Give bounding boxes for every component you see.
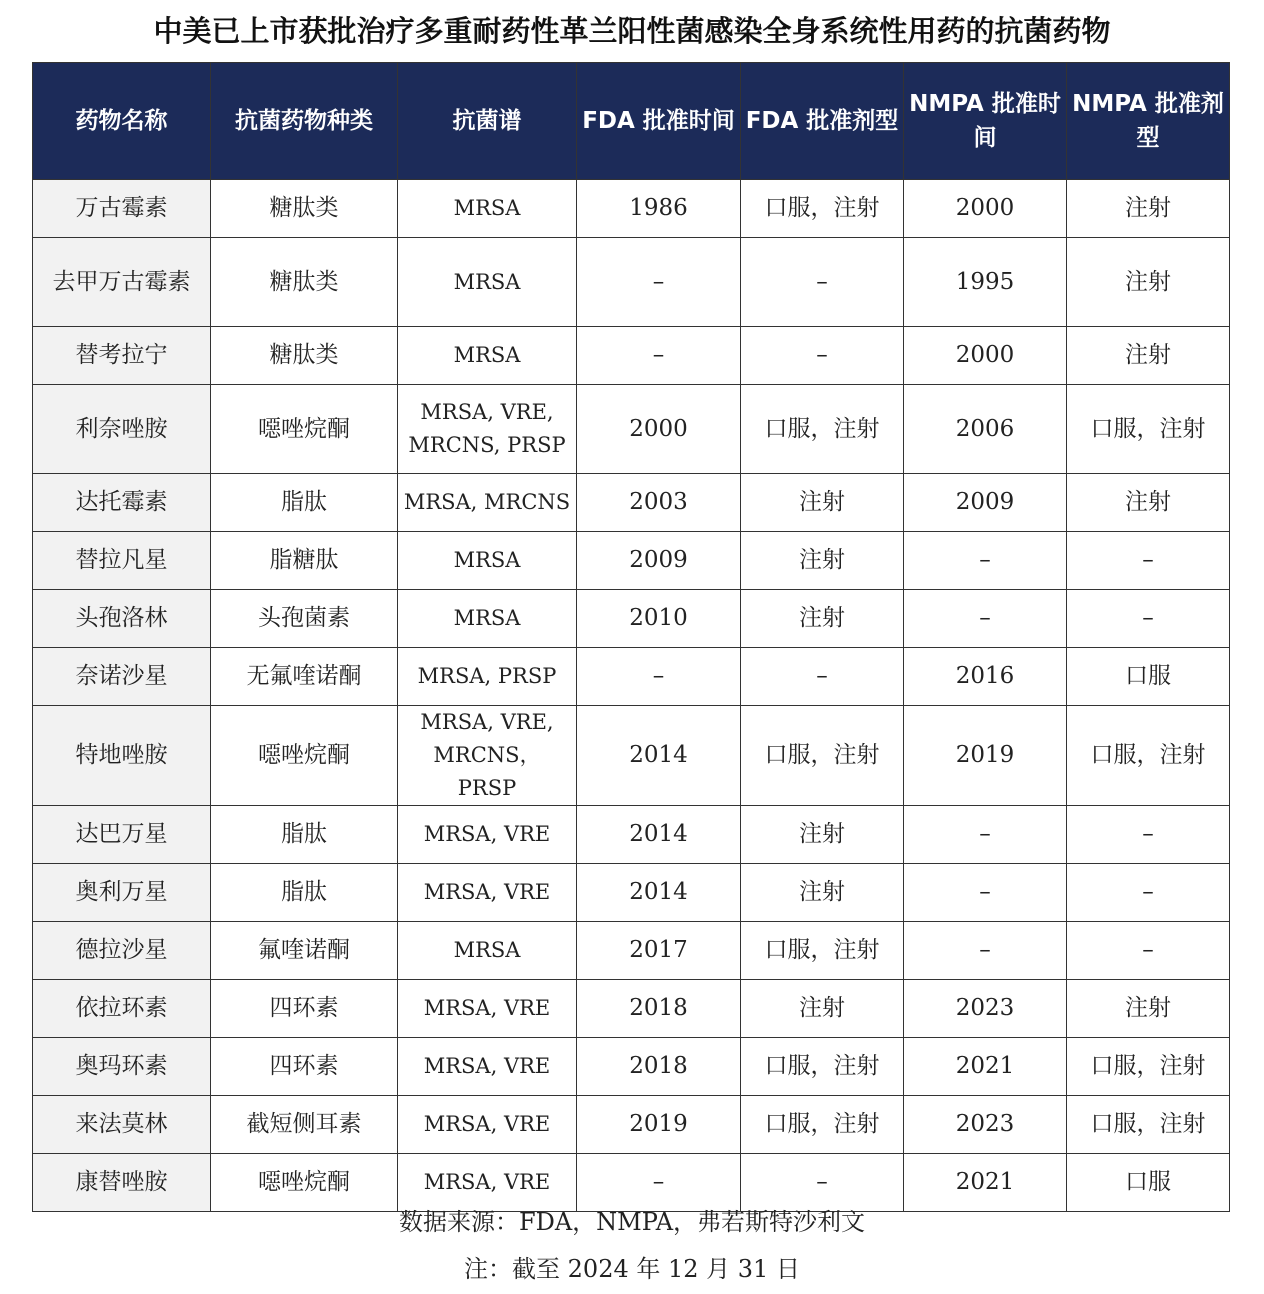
nmpa-form-cell: – (1067, 864, 1230, 922)
nmpa-year-cell: 2023 (904, 1096, 1067, 1154)
nmpa-year-cell: 2000 (904, 180, 1067, 238)
nmpa-form-cell: 注射 (1067, 180, 1230, 238)
drug-class-cell: 糖肽类 (211, 180, 398, 238)
table-row (33, 980, 1230, 1038)
nmpa-year-cell: – (904, 532, 1067, 590)
data-source-note: 数据来源：FDA，NMPA，弗若斯特沙利文 (398, 1208, 866, 1236)
fda-year-cell: – (577, 327, 741, 385)
drug-class-cell: 脂肽 (211, 806, 398, 864)
nmpa-year-cell: 2021 (904, 1154, 1067, 1212)
nmpa-year-cell: 2000 (904, 327, 1067, 385)
header-spectrum: 抗菌谱 (398, 63, 577, 180)
drug-class-cell: 四环素 (211, 980, 398, 1038)
drug-name-cell: 来法莫林 (33, 1096, 211, 1154)
fda-year-cell: 2017 (577, 922, 741, 980)
drug-class-cell: 无氟喹诺酮 (211, 648, 398, 706)
table-row (33, 180, 1230, 238)
drug-table (32, 62, 1230, 1212)
fda-form-cell: 注射 (741, 532, 904, 590)
drug-name-cell: 替拉凡星 (33, 532, 211, 590)
drug-class-cell: 糖肽类 (211, 238, 398, 327)
table-row (33, 648, 1230, 706)
table-row (33, 532, 1230, 590)
nmpa-form-cell: 注射 (1067, 474, 1230, 532)
table-row (33, 1154, 1230, 1212)
nmpa-year-cell: – (904, 922, 1067, 980)
nmpa-form-cell: 口服，注射 (1067, 706, 1230, 806)
fda-form-cell: 注射 (741, 980, 904, 1038)
fda-year-cell: 1986 (577, 180, 741, 238)
nmpa-year-cell: 2021 (904, 1038, 1067, 1096)
drug-name-cell: 头孢洛林 (33, 590, 211, 648)
table-title: 中美已上市获批治疗多重耐药性革兰阳性菌感染全身系统性用药的抗菌药物 (153, 14, 1111, 48)
table-row (33, 474, 1230, 532)
fda-form-cell: – (741, 238, 904, 327)
nmpa-year-cell: 1995 (904, 238, 1067, 327)
spectrum-cell: MRSA, PRSP (398, 648, 577, 706)
drug-class-cell: 噁唑烷酮 (211, 385, 398, 474)
nmpa-year-cell: 2023 (904, 980, 1067, 1038)
drug-name-cell: 奥利万星 (33, 864, 211, 922)
drug-name-cell: 达巴万星 (33, 806, 211, 864)
nmpa-form-cell: – (1067, 806, 1230, 864)
drug-name-cell: 特地唑胺 (33, 706, 211, 806)
nmpa-form-cell: – (1067, 590, 1230, 648)
fda-form-cell: 口服，注射 (741, 1038, 904, 1096)
drug-name-cell: 依拉环素 (33, 980, 211, 1038)
spectrum-cell: MRSA, MRCNS (398, 474, 577, 532)
header-fda-dosage-form: FDA 批准剂型 (741, 63, 904, 180)
spectrum-cell: MRSA (398, 590, 577, 648)
nmpa-year-cell: – (904, 864, 1067, 922)
fda-year-cell: – (577, 238, 741, 327)
header-drug-class: 抗菌药物种类 (211, 63, 398, 180)
table-row (33, 327, 1230, 385)
drug-class-cell: 脂肽 (211, 864, 398, 922)
table-row (33, 238, 1230, 327)
fda-year-cell: 2018 (577, 980, 741, 1038)
fda-year-cell: 2003 (577, 474, 741, 532)
header-nmpa-dosage-form: NMPA 批准剂型 (1067, 63, 1230, 180)
drug-name-cell: 万古霉素 (33, 180, 211, 238)
spectrum-cell: MRSA, VRE, MRCNS， PRSP (398, 706, 577, 806)
nmpa-year-cell: 2006 (904, 385, 1067, 474)
fda-form-cell: – (741, 648, 904, 706)
fda-form-cell: – (741, 327, 904, 385)
drug-name-cell: 替考拉宁 (33, 327, 211, 385)
table-row (33, 706, 1230, 806)
fda-form-cell: 注射 (741, 806, 904, 864)
nmpa-form-cell: 口服，注射 (1067, 1038, 1230, 1096)
nmpa-form-cell: 口服 (1067, 648, 1230, 706)
nmpa-year-cell: – (904, 806, 1067, 864)
fda-form-cell: 口服，注射 (741, 706, 904, 806)
drug-class-cell: 氟喹诺酮 (211, 922, 398, 980)
nmpa-form-cell: – (1067, 922, 1230, 980)
spectrum-cell: MRSA (398, 180, 577, 238)
nmpa-year-cell: 2009 (904, 474, 1067, 532)
drug-name-cell: 去甲万古霉素 (33, 238, 211, 327)
fda-form-cell: 口服，注射 (741, 385, 904, 474)
spectrum-cell: MRSA, VRE (398, 1038, 577, 1096)
header-drug-name: 药物名称 (33, 63, 211, 180)
table-row (33, 590, 1230, 648)
spectrum-cell: MRSA, VRE (398, 806, 577, 864)
drug-class-cell: 脂肽 (211, 474, 398, 532)
table-row (33, 922, 1230, 980)
nmpa-year-cell: 2019 (904, 706, 1067, 806)
drug-class-cell: 糖肽类 (211, 327, 398, 385)
fda-form-cell: 注射 (741, 474, 904, 532)
fda-form-cell: 口服，注射 (741, 180, 904, 238)
fda-form-cell: – (741, 1154, 904, 1212)
drug-class-cell: 头孢菌素 (211, 590, 398, 648)
drug-class-cell: 四环素 (211, 1038, 398, 1096)
fda-year-cell: 2014 (577, 806, 741, 864)
drug-name-cell: 奈诺沙星 (33, 648, 211, 706)
drug-name-cell: 奥玛环素 (33, 1038, 211, 1096)
table-row (33, 806, 1230, 864)
nmpa-form-cell: 口服，注射 (1067, 1096, 1230, 1154)
table-row (33, 385, 1230, 474)
fda-year-cell: 2014 (577, 864, 741, 922)
spectrum-cell: MRSA, VRE (398, 864, 577, 922)
fda-year-cell: 2009 (577, 532, 741, 590)
cutoff-date-note: 注：截至 2024 年 12 月 31 日 (464, 1255, 800, 1283)
nmpa-year-cell: 2016 (904, 648, 1067, 706)
fda-year-cell: – (577, 1154, 741, 1212)
fda-year-cell: – (577, 648, 741, 706)
nmpa-form-cell: – (1067, 532, 1230, 590)
drug-class-cell: 截短侧耳素 (211, 1096, 398, 1154)
table-row (33, 1038, 1230, 1096)
drug-class-cell: 噁唑烷酮 (211, 706, 398, 806)
fda-year-cell: 2014 (577, 706, 741, 806)
header-row (33, 63, 1230, 180)
spectrum-cell: MRSA, VRE (398, 1154, 577, 1212)
spectrum-cell: MRSA (398, 532, 577, 590)
nmpa-form-cell: 口服，注射 (1067, 385, 1230, 474)
nmpa-form-cell: 口服 (1067, 1154, 1230, 1212)
header-fda-approval-year: FDA 批准时间 (577, 63, 741, 180)
spectrum-cell: MRSA (398, 327, 577, 385)
fda-form-cell: 注射 (741, 590, 904, 648)
fda-form-cell: 注射 (741, 864, 904, 922)
nmpa-year-cell: – (904, 590, 1067, 648)
drug-name-cell: 德拉沙星 (33, 922, 211, 980)
nmpa-form-cell: 注射 (1067, 327, 1230, 385)
table-row (33, 864, 1230, 922)
drug-class-cell: 脂糖肽 (211, 532, 398, 590)
drug-class-cell: 噁唑烷酮 (211, 1154, 398, 1212)
header-nmpa-approval-year: NMPA 批准时间 (904, 63, 1067, 180)
spectrum-cell: MRSA (398, 922, 577, 980)
spectrum-cell: MRSA, VRE (398, 980, 577, 1038)
table-row (33, 1096, 1230, 1154)
spectrum-cell: MRSA, VRE (398, 1096, 577, 1154)
fda-form-cell: 口服，注射 (741, 922, 904, 980)
drug-name-cell: 达托霉素 (33, 474, 211, 532)
fda-year-cell: 2010 (577, 590, 741, 648)
spectrum-cell: MRSA, VRE, MRCNS, PRSP (398, 385, 577, 474)
fda-year-cell: 2018 (577, 1038, 741, 1096)
fda-year-cell: 2000 (577, 385, 741, 474)
spectrum-cell: MRSA (398, 238, 577, 327)
fda-form-cell: 口服，注射 (741, 1096, 904, 1154)
drug-name-cell: 康替唑胺 (33, 1154, 211, 1212)
nmpa-form-cell: 注射 (1067, 980, 1230, 1038)
nmpa-form-cell: 注射 (1067, 238, 1230, 327)
drug-name-cell: 利奈唑胺 (33, 385, 211, 474)
fda-year-cell: 2019 (577, 1096, 741, 1154)
